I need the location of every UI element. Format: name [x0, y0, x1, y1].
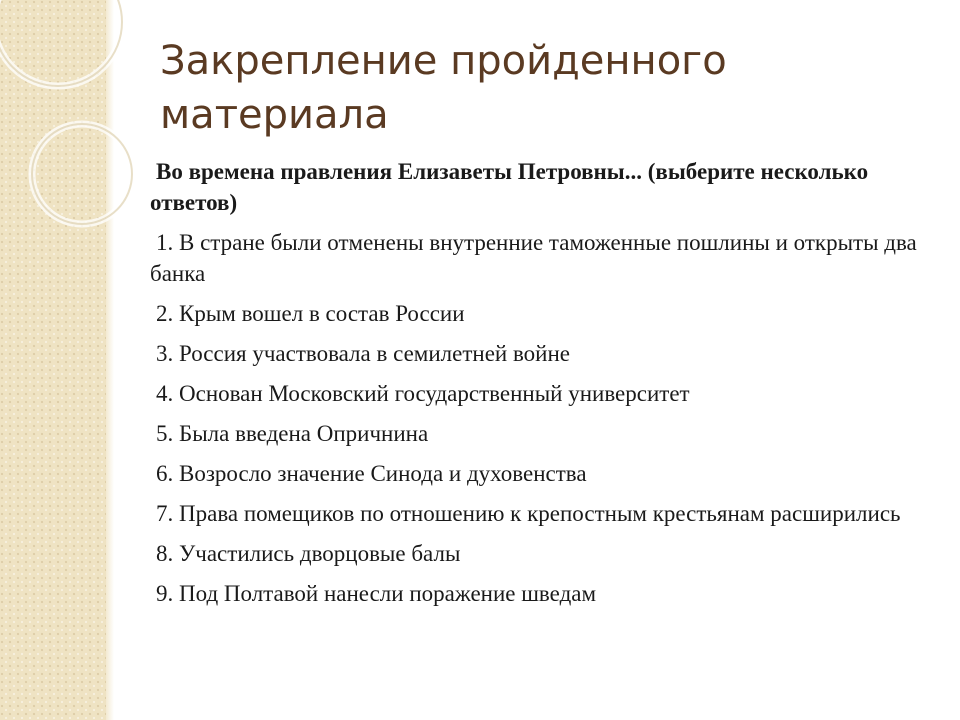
- answer-option-4: 4. Основан Московский государственный университет: [156, 381, 690, 406]
- decorative-circles: [0, 0, 140, 260]
- answer-option-9: 9. Под Полтавой нанесли поражение шведам: [156, 581, 597, 606]
- answer-option-7: 7. Права помещиков по отношению к крепостным крестьянам расширились: [156, 501, 901, 526]
- answer-option-3: 3. Россия участвовала в семилетней войне: [156, 341, 570, 366]
- answer-option-1: 1. В стране были отменены внутренние таможенные пошлины и открыты два банка: [150, 230, 917, 286]
- answer-option-8: 8. Участились дворцовые балы: [156, 541, 461, 566]
- slide-content: [150, 156, 940, 618]
- slide-title: Закрепление пройденного материала: [160, 38, 727, 138]
- decor-ring-top-outline: [0, 0, 122, 86]
- answer-option-5: 5. Была введена Опричнина: [156, 421, 429, 446]
- question-text: Во времена правления Елизаветы Петровны... (выберите несколько ответов): [150, 159, 869, 215]
- answer-option-6: 6. Возросло значение Синода и духовенства: [156, 461, 587, 486]
- decor-ring-bottom-outline: [32, 124, 132, 224]
- answer-option-2: 2. Крым вошел в состав России: [156, 301, 465, 326]
